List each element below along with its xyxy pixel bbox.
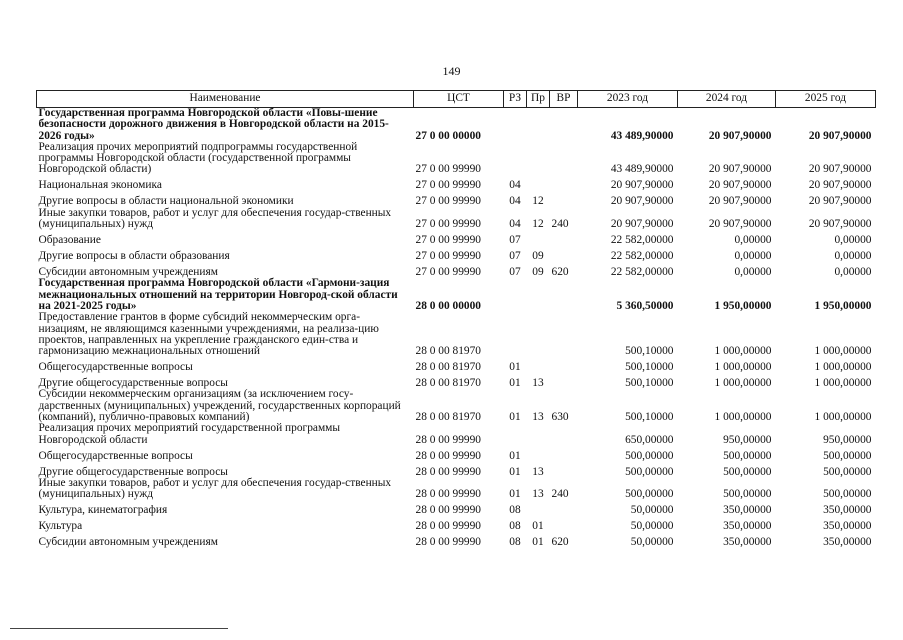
cell-name: Образование [38, 234, 101, 247]
cell-vr [550, 108, 578, 142]
cell-y2025: 0,00000 [834, 266, 872, 279]
cell-y2024: 950,00000 [723, 433, 772, 446]
table-row [37, 208, 876, 231]
cell-name: Другие вопросы в области образования [38, 250, 230, 263]
cell-rz: 07 [509, 266, 521, 279]
cell-y2023: 20 907,90000 [610, 179, 674, 192]
cell-y2024: 1 000,00000 [714, 345, 772, 358]
cell-y2024: 20 907,90000 [708, 195, 772, 208]
cell-y2023: 500,00000 [625, 449, 674, 462]
cell-y2025: 500,00000 [823, 488, 872, 501]
cell-y2025: 20 907,90000 [808, 129, 872, 142]
cell-y2023: 22 582,00000 [610, 234, 674, 247]
table-row [37, 262, 876, 278]
footnote-divider [10, 628, 228, 629]
cell-cst: 28 0 00 99990 [415, 449, 481, 462]
cell-vr [550, 423, 578, 446]
cell-cst: 27 0 00 00000 [415, 129, 481, 142]
cell-name: Субсидии автономным учреждениям [38, 266, 218, 279]
cell-y2024: 500,00000 [723, 488, 772, 501]
cell-pr [527, 278, 550, 312]
cell-pr: 13 [532, 411, 544, 424]
cell-vr: 240 [551, 488, 569, 501]
cell-y2023: 500,00000 [625, 465, 674, 478]
cell-vr [550, 501, 578, 517]
cell-y2023: 22 582,00000 [610, 250, 674, 263]
cell-name: Общегосударственные вопросы [38, 361, 193, 374]
cell-rz: 07 [509, 234, 521, 247]
cell-y2024: 350,00000 [723, 520, 772, 533]
cell-y2023: 22 582,00000 [610, 266, 674, 279]
cell-y2024: 20 907,90000 [708, 218, 772, 231]
cell-cst: 27 0 00 99990 [415, 234, 481, 247]
table-row [37, 446, 876, 462]
cell-vr: 630 [551, 411, 569, 424]
cell-name: Другие общегосударственные вопросы [38, 377, 228, 390]
cell-rz: 08 [509, 520, 521, 533]
table-row [37, 192, 876, 208]
cell-y2024: 0,00000 [734, 250, 772, 263]
cell-vr [550, 446, 578, 462]
table-row [37, 389, 876, 423]
cell-rz: 01 [509, 361, 521, 374]
cell-rz [504, 142, 527, 176]
cell-rz: 01 [509, 449, 521, 462]
cell-cst: 28 0 00 99990 [415, 536, 481, 549]
page-number: 149 [442, 64, 461, 78]
cell-cst: 27 0 00 99990 [415, 163, 481, 176]
cell-y2024: 500,00000 [723, 465, 772, 478]
table-row [37, 501, 876, 517]
cell-cst: 27 0 00 99990 [415, 195, 481, 208]
cell-pr [527, 446, 550, 462]
cell-y2023: 500,10000 [625, 411, 674, 424]
cell-y2025: 1 000,00000 [814, 361, 872, 374]
cell-y2024: 20 907,90000 [708, 129, 772, 142]
cell-y2025: 20 907,90000 [808, 179, 872, 192]
cell-rz: 08 [509, 504, 521, 517]
table-row [37, 230, 876, 246]
cell-name: Культура, кинематография [38, 504, 168, 517]
table-row [37, 517, 876, 533]
cell-pr [527, 357, 550, 373]
cell-cst: 28 0 00 81970 [415, 345, 481, 358]
cell-name: Государственная программа Новгородской области «Повы-шение безопасности дорожного движения в Новгородской области на 2015-2026 годы» [38, 107, 389, 142]
table-row [37, 373, 876, 389]
cell-vr [550, 312, 578, 357]
cell-rz: 01 [509, 465, 521, 478]
cell-pr [527, 423, 550, 446]
cell-y2025: 500,00000 [823, 465, 872, 478]
cell-cst: 28 0 00 81970 [415, 411, 481, 424]
budget-table [36, 90, 876, 549]
cell-rz: 01 [509, 377, 521, 390]
cell-vr [550, 278, 578, 312]
header-2023: 2023 год [578, 91, 678, 108]
cell-vr [550, 192, 578, 208]
cell-y2025: 500,00000 [823, 449, 872, 462]
cell-name: Другие вопросы в области национальной экономики [38, 195, 294, 208]
cell-pr: 12 [532, 218, 544, 231]
cell-vr [550, 176, 578, 192]
cell-name: Предоставление грантов в форме субсидий некоммерческим орга-низациям, не являющимся казенными учреждениями, на реализа-цию проектов, направленных на укрепление гражданского един-ства и гармонизацию межнациональных отношений [38, 311, 379, 358]
cell-y2025: 20 907,90000 [808, 218, 872, 231]
cell-name: Реализация прочих мероприятий подпрограммы государственной программы Новгородской области (государственной программы Новгородской области) [38, 140, 358, 176]
cell-name: Иные закупки товаров, работ и услуг для обеспечения государ-ственных (муниципальных) нужд [38, 206, 392, 231]
header-2024: 2024 год [678, 91, 776, 108]
cell-rz: 01 [509, 488, 521, 501]
cell-y2024: 350,00000 [723, 504, 772, 517]
cell-y2023: 5 360,50000 [616, 299, 674, 312]
cell-pr [527, 501, 550, 517]
cell-pr: 01 [532, 520, 544, 533]
cell-rz [504, 278, 527, 312]
cell-y2025: 1 000,00000 [814, 345, 872, 358]
cell-pr [527, 230, 550, 246]
cell-y2023: 43 489,90000 [610, 163, 674, 176]
cell-y2024: 0,00000 [734, 266, 772, 279]
cell-y2023: 50,00000 [630, 520, 674, 533]
cell-cst: 28 0 00 99990 [415, 465, 481, 478]
table-row [37, 312, 876, 357]
cell-rz: 04 [509, 195, 521, 208]
cell-name: Культура [38, 520, 83, 533]
cell-name: Субсидии некоммерческим организациям (за исключением госу-дарственных (муниципальных) учреждений, государственных корпораций (компаний), публично-правовых компаний) [38, 388, 401, 424]
cell-pr: 01 [532, 536, 544, 549]
header-name: Наименование [37, 91, 414, 108]
table-row [37, 176, 876, 192]
cell-y2023: 500,10000 [625, 345, 674, 358]
cell-rz: 01 [509, 411, 521, 424]
cell-y2023: 650,00000 [625, 433, 674, 446]
cell-rz: 08 [509, 536, 521, 549]
cell-y2025: 350,00000 [823, 520, 872, 533]
cell-rz [504, 423, 527, 446]
cell-y2023: 20 907,90000 [610, 218, 674, 231]
cell-y2024: 20 907,90000 [708, 179, 772, 192]
cell-y2024: 1 000,00000 [714, 377, 772, 390]
cell-vr: 240 [551, 218, 569, 231]
cell-y2025: 20 907,90000 [808, 195, 872, 208]
cell-pr: 13 [532, 465, 544, 478]
cell-pr [527, 176, 550, 192]
cell-pr: 09 [532, 266, 544, 279]
cell-y2025: 350,00000 [823, 536, 872, 549]
cell-y2024: 0,00000 [734, 234, 772, 247]
cell-y2023: 500,00000 [625, 488, 674, 501]
table-row [37, 533, 876, 549]
cell-cst: 28 0 00 99990 [415, 433, 481, 446]
cell-name: Реализация прочих мероприятий государственной программы Новгородской области [38, 422, 341, 446]
cell-y2025: 0,00000 [834, 250, 872, 263]
cell-vr [550, 462, 578, 478]
cell-y2024: 20 907,90000 [708, 163, 772, 176]
cell-vr [550, 142, 578, 176]
cell-pr: 13 [532, 488, 544, 501]
cell-y2023: 50,00000 [630, 536, 674, 549]
cell-rz: 04 [509, 218, 521, 231]
cell-y2024: 350,00000 [723, 536, 772, 549]
table-row [37, 462, 876, 478]
cell-y2023: 43 489,90000 [610, 129, 674, 142]
cell-cst: 28 0 00 81970 [415, 377, 481, 390]
cell-name: Общегосударственные вопросы [38, 449, 193, 462]
cell-y2025: 1 000,00000 [814, 377, 872, 390]
cell-y2023: 20 907,90000 [610, 195, 674, 208]
cell-vr [550, 246, 578, 262]
cell-vr [550, 357, 578, 373]
header-cst: ЦСТ [414, 91, 504, 108]
cell-cst: 28 0 00 99990 [415, 520, 481, 533]
cell-vr [550, 517, 578, 533]
cell-cst: 28 0 00 99990 [415, 488, 481, 501]
cell-pr [527, 142, 550, 176]
table-body [37, 108, 876, 549]
cell-rz: 04 [509, 179, 521, 192]
cell-y2024: 500,00000 [723, 449, 772, 462]
cell-pr [527, 312, 550, 357]
cell-vr: 620 [551, 536, 569, 549]
cell-y2025: 20 907,90000 [808, 163, 872, 176]
cell-name: Другие общегосударственные вопросы [38, 465, 228, 478]
cell-rz [504, 312, 527, 357]
table-row [37, 423, 876, 446]
cell-rz: 07 [509, 250, 521, 263]
cell-y2025: 350,00000 [823, 504, 872, 517]
cell-y2024: 1 000,00000 [714, 361, 772, 374]
header-rz: РЗ [504, 91, 527, 108]
cell-rz [504, 108, 527, 142]
cell-pr: 12 [532, 195, 544, 208]
table-row [37, 246, 876, 262]
header-pr: Пр [527, 91, 550, 108]
cell-cst: 28 0 00 99990 [415, 504, 481, 517]
cell-name: Иные закупки товаров, работ и услуг для обеспечения государ-ственных (муниципальных) нужд [38, 476, 392, 501]
table-row [37, 142, 876, 176]
table-header-row [37, 91, 876, 108]
table-row [37, 108, 876, 142]
cell-name: Государственная программа Новгородской области «Гармони-зация межнациональных отношений на территории Новгород-ской области на 2021-2025 годы» [38, 277, 398, 312]
cell-y2025: 950,00000 [823, 433, 872, 446]
cell-vr: 620 [551, 266, 569, 279]
header-2025: 2025 год [776, 91, 876, 108]
cell-cst: 28 0 00 00000 [415, 299, 481, 312]
cell-y2025: 1 950,00000 [814, 299, 872, 312]
cell-name: Национальная экономика [38, 179, 162, 192]
cell-cst: 27 0 00 99990 [415, 266, 481, 279]
cell-cst: 27 0 00 99990 [415, 218, 481, 231]
cell-y2025: 0,00000 [834, 234, 872, 247]
table-row [37, 478, 876, 501]
cell-vr [550, 373, 578, 389]
cell-pr: 09 [532, 250, 544, 263]
cell-cst: 27 0 00 99990 [415, 179, 481, 192]
table-row [37, 357, 876, 373]
cell-pr [527, 108, 550, 142]
cell-y2024: 1 950,00000 [714, 299, 772, 312]
cell-cst: 27 0 00 99990 [415, 250, 481, 263]
cell-pr: 13 [532, 377, 544, 390]
cell-vr [550, 230, 578, 246]
cell-y2025: 1 000,00000 [814, 411, 872, 424]
header-vr: ВР [550, 91, 578, 108]
cell-y2023: 500,10000 [625, 377, 674, 390]
cell-name: Субсидии автономным учреждениям [38, 536, 218, 549]
cell-cst: 28 0 00 81970 [415, 361, 481, 374]
table-row [37, 278, 876, 312]
cell-y2024: 1 000,00000 [714, 411, 772, 424]
cell-y2023: 500,10000 [625, 361, 674, 374]
cell-y2023: 50,00000 [630, 504, 674, 517]
